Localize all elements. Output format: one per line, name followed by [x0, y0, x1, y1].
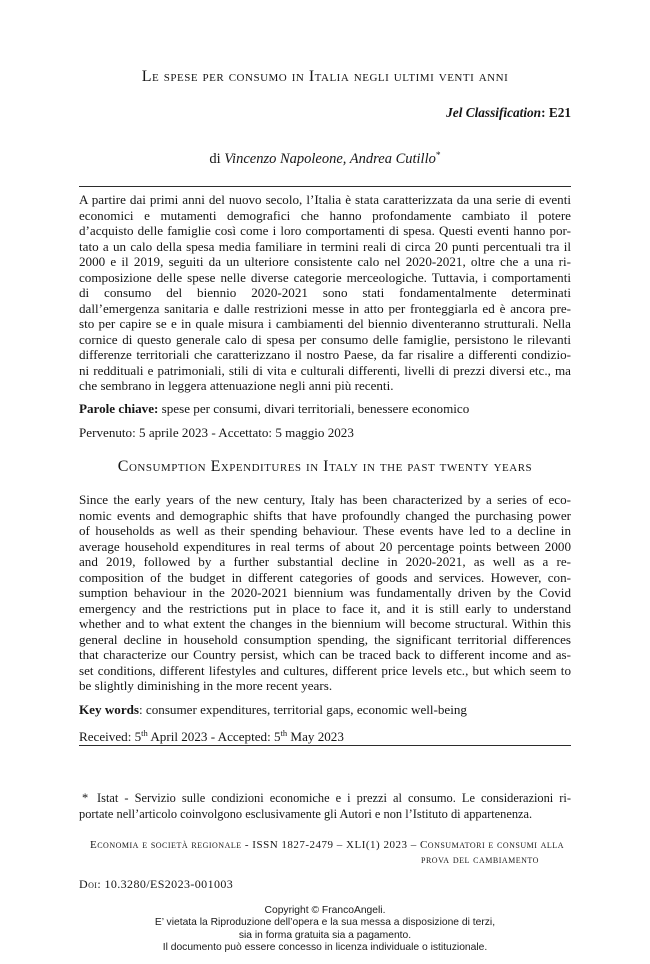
journal-issue: - ISSN 1827-2479 – XLI(1) 2023 –: [241, 839, 420, 851]
jel-code: : E21: [541, 105, 571, 120]
abstract-en-line: nomic events and demographic shifts that have profoundly changed the purchasing power: [79, 507, 571, 523]
author-line: [0, 147, 650, 168]
abstract-it-line: A partire dai primi anni del nuovo secolo, l’Italia è stata caratterizzata da una serie di eventi: [79, 192, 571, 207]
copyright-line: E’ vietata la Riproduzione dell’opera e la sua messa a disposizione di terzi,: [154, 917, 496, 929]
footnote-line: Istat - Servizio sulle condizioni economiche e i prezzi al consumo. Le considerazioni ri-: [97, 791, 571, 805]
copyright-line: Copyright © FrancoAngeli.: [264, 905, 386, 916]
abstract-it-line: 2000 e il 2019, seguiti da un ulteriore consistente calo nel 2020-2021, oltre che a una ri-: [79, 254, 571, 269]
received-date: Received: 5: [79, 729, 142, 744]
keywords-it-label: Parole chiave:: [79, 401, 159, 416]
journal-section: Consumatori e consumi alla: [419, 839, 564, 851]
keywords-it: [79, 401, 469, 417]
bottom-rule: [79, 745, 571, 746]
abstract-en-line: set conditions, different lifestyles and cultures, different price levels etc., but which seem to: [79, 662, 571, 678]
journal-name: Economia e società regionale: [90, 839, 242, 851]
abstract-en-line: emergency and the restrictions put in place to face it, and it is still early to understand: [79, 600, 571, 616]
keywords-en-text: : consumer expenditures, territorial gaps, economic well-being: [139, 702, 467, 717]
article-title-it: Le spese per consumo in Italia negli ultimi venti anni: [141, 68, 509, 85]
abstract-en-line: average household expenditures in real terms of about 20 percentage points between 2000: [79, 538, 571, 554]
author-prefix: di: [209, 151, 221, 167]
abstract-en-line: that characterize our Country persist, which can be traced back to different income and as-: [79, 647, 571, 662]
abstract-it-line: d’acquisto delle famiglie così come i loro comportamenti di spesa. Questi eventi hanno por-: [79, 223, 571, 238]
abstract-en-line: composition of the budget in different categories of goods and services. However, con-: [79, 569, 571, 585]
top-rule: [79, 186, 571, 187]
doi: [79, 877, 233, 891]
abstract-it-line: di consumo del biennio 2020-2021 sono stati fondamentalmente determinati: [79, 285, 571, 300]
doi-label: Doi: [79, 877, 98, 891]
abstract-en-line: of households as well as their spending behaviour. These events have led to a decline in: [79, 523, 571, 538]
jel-label: Jel Classification: [446, 105, 542, 120]
abstract-it-line: composizione delle spese nelle diverse categorie merceologiche. Tuttavia, i comportamenti: [79, 269, 571, 285]
keywords-en: [79, 702, 467, 718]
abstract-it: [79, 192, 571, 394]
abstract-en-line: sumption behaviour in the 2020-2021 biennium was fundamentally driven by the Covid: [79, 585, 571, 600]
author-names: Vincenzo Napoleone, Andrea Cutillo: [224, 151, 436, 167]
abstract-it-line: sto per capire se e in quale misura i cambiamenti del biennio diventeranno strutturali. Nella: [79, 316, 571, 331]
doi-value: : 10.3280/ES2023-001003: [97, 877, 234, 891]
abstract-en-line: Since the early years of the new century, Italy has been characterized by a series of eco-: [79, 492, 571, 507]
dates-en: [79, 725, 344, 745]
abstract-it-line: differenze territoriali che caratterizzano il nostro Paese, da far risalire a differenti condizio-: [79, 347, 571, 362]
copyright-line: sia in forma gratuita sia a pagamento.: [238, 929, 412, 941]
copyright-notice: [0, 905, 650, 955]
copyright-line: Il documento può essere concesso in licenza individuale o istituzionale.: [162, 942, 488, 954]
author-footnote-mark: *: [435, 151, 441, 161]
keywords-it-text: spese per consumi, divari territoriali, benessere economico: [158, 401, 470, 416]
abstract-it-line: dall’emergenza sanitaria e dalle restrizioni messe in atto per fronteggiarla ed è ancora pre-: [79, 300, 571, 316]
abstract-it-line: tato a un calo della spesa media familiare in termini reali di circa 20 punti percentuali tra il: [79, 238, 571, 254]
received-ordinal: th: [141, 728, 148, 738]
article-title-en: Consumption Expenditures in Italy in the past twenty years: [117, 458, 533, 475]
abstract-it-line: che sembrano in leggera attenuazione negli anni più recenti.: [79, 378, 394, 393]
abstract-it-line: economici e mutamenti demografici che hanno profondamente cambiato il potere: [79, 207, 571, 223]
accepted-ordinal: th: [280, 728, 288, 738]
abstract-en: [79, 492, 571, 694]
keywords-en-label: Key words: [79, 702, 140, 717]
dates-it: Pervenuto: 5 aprile 2023 - Accettato: 5 maggio 2023: [79, 425, 354, 440]
accepted-date: April 2023 - Accepted: 5: [147, 729, 281, 744]
footnote-line: portate nell’articolo coinvolgono esclusivamente gli Autori e non l’Istituto di appartenenza.: [79, 807, 533, 821]
journal-info: [90, 838, 564, 852]
abstract-it-line: ni reddituali e patrimoniali, stili di vita e culturali differenti, livelli di prezzi diversi etc., ma: [79, 362, 571, 378]
jel-classification: [446, 105, 571, 121]
footnote-mark: *: [82, 791, 89, 805]
abstract-en-line: general decline in household consumption spending, the significant territorial differences: [79, 631, 571, 647]
abstract-en-line: and 2019, followed by a further substantial decline in 2020-2021, as well as a re-: [79, 554, 571, 569]
abstract-en-line: whether and to what extent the changes in the biennium will become structural. Within this: [79, 616, 571, 631]
journal-section-line2: prova del cambiamento: [421, 854, 539, 866]
journal-section-continued: [421, 853, 539, 867]
abstract-en-line: be slightly diminishing in the more recent years.: [79, 678, 333, 693]
accepted-month: May 2023: [287, 729, 344, 744]
abstract-it-line: cornice di questo generale calo di spesa per consumo delle famiglie, persistono le rilevanti: [79, 331, 571, 347]
